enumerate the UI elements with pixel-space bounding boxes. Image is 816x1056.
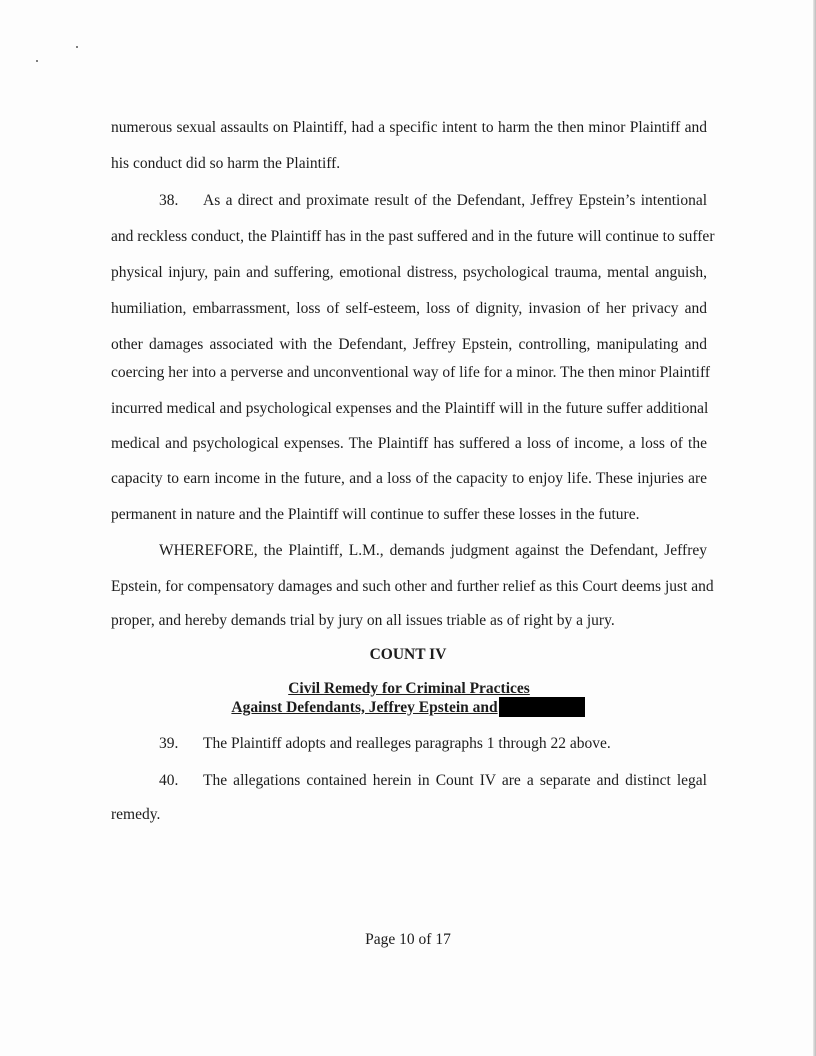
- body-text-line: The Plaintiff adopts and realleges paragraphs 1 through 22 above.: [203, 735, 611, 752]
- body-text-line: humiliation, embarrassment, loss of self-esteem, loss of dignity, invasion of her privacy and: [111, 300, 707, 317]
- body-text-line: Epstein, for compensatory damages and such other and further relief as this Court deems just and: [111, 578, 714, 595]
- body-text-line: numerous sexual assaults on Plaintiff, had a specific intent to harm the then minor Plaintiff and: [111, 119, 707, 136]
- body-text-line: his conduct did so harm the Plaintiff.: [111, 155, 341, 172]
- body-text-line: permanent in nature and the Plaintiff will continue to suffer these losses in the future.: [111, 506, 640, 523]
- body-text-line: The allegations contained herein in Count IV are a separate and distinct legal: [203, 772, 707, 789]
- count-subtitle: [0, 680, 816, 697]
- body-text-line: capacity to earn income in the future, and a loss of the capacity to enjoy life. These injuries are: [111, 470, 707, 487]
- paragraph-40-first-line: [159, 771, 707, 791]
- body-text-line: and reckless conduct, the Plaintiff has in the past suffered and in the future will continue to suffer: [111, 228, 715, 245]
- body-text-line: incurred medical and psychological expenses and the Plaintiff will in the future suffer additional: [111, 400, 709, 417]
- paragraph-38-first-line: [159, 191, 707, 211]
- count-subtitle-line-2: [231, 697, 584, 717]
- body-text-line: remedy.: [111, 806, 161, 823]
- scan-speck: [36, 60, 38, 62]
- body-text-line: other damages associated with the Defendant, Jeffrey Epstein, controlling, manipulating and: [111, 336, 707, 353]
- paragraph-number: 38.: [159, 192, 179, 209]
- count-subtitle-text: Civil Remedy for Criminal Practices: [288, 680, 530, 697]
- count-subtitle-2-text: Against Defendants, Jeffrey Epstein and: [231, 698, 498, 716]
- body-text-line: proper, and hereby demands trial by jury on all issues triable as of right by a jury.: [111, 612, 615, 629]
- count-heading: [0, 680, 816, 717]
- paragraph-number: 39.: [159, 735, 179, 752]
- wherefore-line: WHEREFORE, the Plaintiff, L.M., demands judgment against the Defendant, Jeffrey: [159, 542, 707, 559]
- count-title: COUNT IV: [369, 646, 447, 663]
- scan-speck: [76, 46, 78, 48]
- body-text-line: As a direct and proximate result of the Defendant, Jeffrey Epstein’s intentional: [203, 192, 707, 209]
- paragraph-number: 40.: [159, 772, 179, 789]
- page-number-footer: Page 10 of 17: [365, 931, 451, 948]
- body-text-line: physical injury, pain and suffering, emotional distress, psychological trauma, mental anguish,: [111, 264, 707, 281]
- body-text-line: medical and psychological expenses. The Plaintiff has suffered a loss of income, a loss of the: [111, 435, 707, 452]
- redaction-bar: [499, 697, 585, 717]
- body-text-line: coercing her into a perverse and unconventional way of life for a minor. The then minor Plaintiff: [111, 364, 711, 381]
- paragraph-39: [159, 734, 707, 754]
